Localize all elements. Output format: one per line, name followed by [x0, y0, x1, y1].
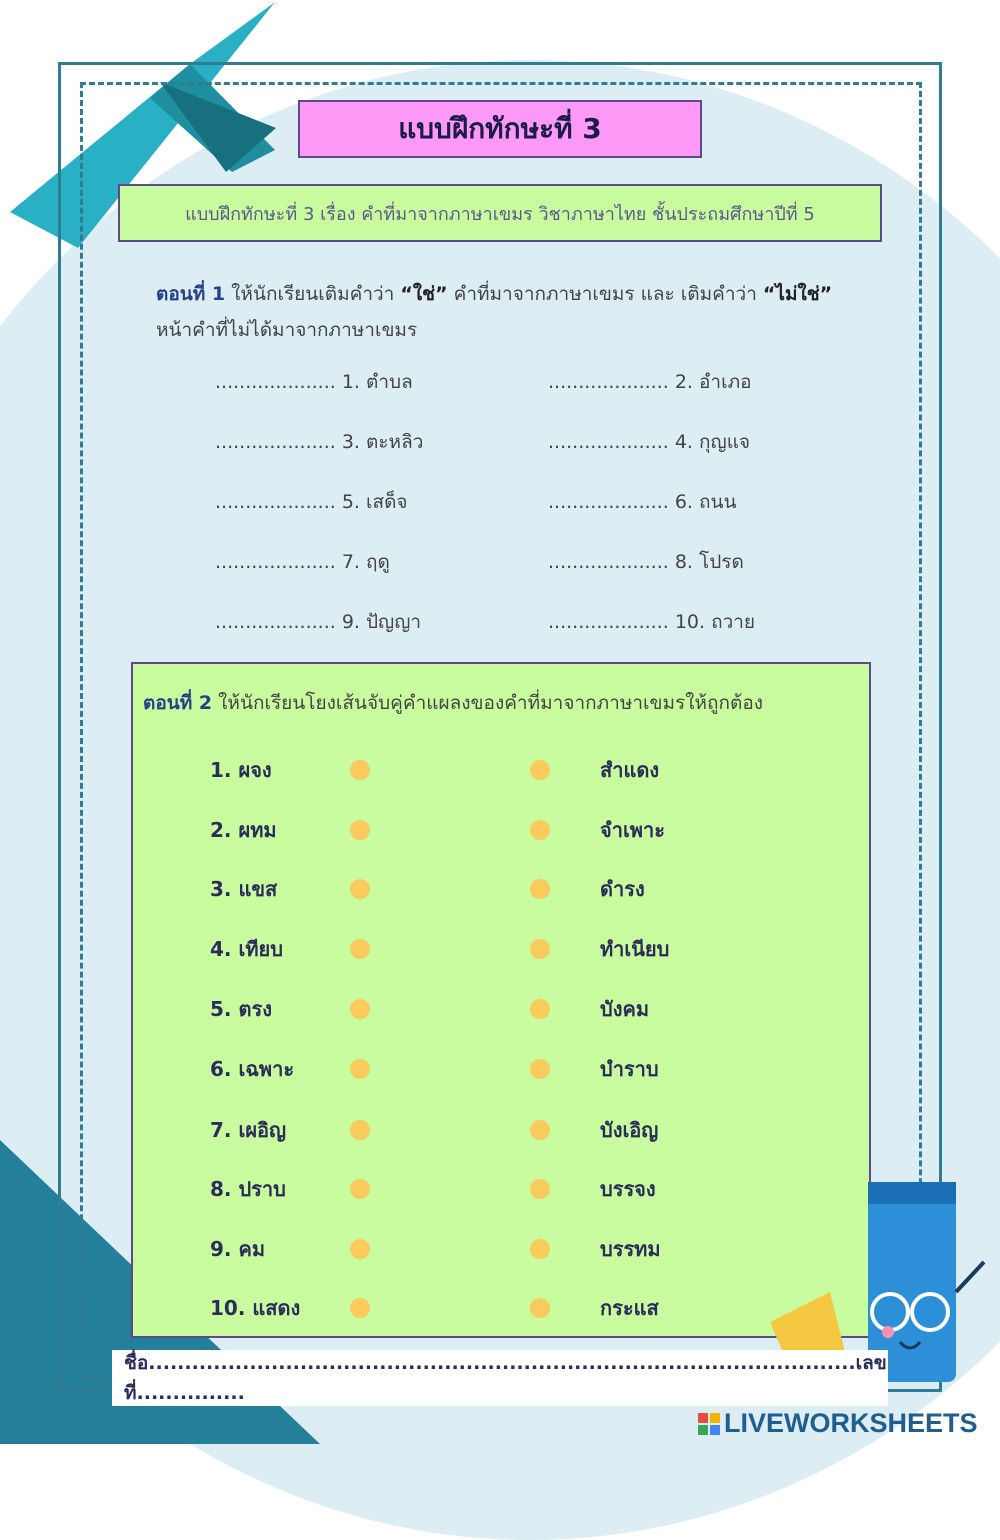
match-right-word: ทำเนียบ [600, 937, 670, 961]
match-left-dot[interactable] [350, 939, 370, 959]
part1-text-a: ให้นักเรียนเติมคำว่า [231, 283, 395, 305]
match-left-dot[interactable] [350, 1239, 370, 1259]
match-left-dot[interactable] [350, 1179, 370, 1199]
match-right-dot[interactable] [530, 1120, 550, 1140]
part1-quote-yes: “ใช่” [400, 283, 448, 305]
match-row [210, 810, 730, 850]
match-row [210, 750, 730, 790]
match-left-dot[interactable] [350, 879, 370, 899]
fill-blank-item[interactable]: .................... 7. ฤดู [215, 551, 390, 573]
fill-blank-item[interactable]: .................... 9. ปัญญา [215, 611, 422, 633]
match-right-dot[interactable] [530, 879, 550, 899]
match-left-dot[interactable] [350, 1298, 370, 1318]
match-left-word: 7. เผอิญ [210, 1118, 287, 1142]
part2-instruction [143, 688, 853, 718]
match-row [210, 1288, 730, 1328]
match-left-word: 3. แขส [210, 877, 278, 901]
match-right-word: บรรจง [600, 1177, 656, 1201]
part1-list [215, 362, 775, 642]
match-right-word: จำเพาะ [600, 818, 665, 842]
fill-blank-item[interactable]: .................... 6. ถนน [548, 491, 737, 513]
fill-blank-item[interactable]: .................... 5. เสด็จ [215, 491, 408, 513]
match-row [210, 1229, 730, 1269]
match-row [210, 989, 730, 1029]
match-right-dot[interactable] [530, 999, 550, 1019]
liveworksheets-logo [698, 1408, 978, 1439]
match-row [210, 1049, 730, 1089]
part1-tag: ตอนที่ 1 [156, 283, 226, 305]
worksheet-title: แบบฝึกทักษะที่ 3 [298, 100, 702, 158]
match-left-word: 5. ตรง [210, 997, 272, 1021]
match-right-dot[interactable] [530, 1059, 550, 1079]
match-row [210, 929, 730, 969]
part1-text-c: หน้าคำที่ไม่ได้มาจากภาษาเขมร [156, 319, 418, 341]
match-left-dot[interactable] [350, 999, 370, 1019]
fill-blank-item[interactable]: .................... 10. ถวาย [548, 611, 756, 633]
match-right-word: บรรทม [600, 1237, 661, 1261]
match-right-word: กระแส [600, 1296, 659, 1320]
match-left-word: 9. คม [210, 1237, 266, 1261]
match-left-word: 6. เฉพาะ [210, 1057, 295, 1081]
match-left-dot[interactable] [350, 1120, 370, 1140]
fill-blank-item[interactable]: .................... 4. กุญแจ [548, 431, 751, 453]
fill-blank-item[interactable]: .................... 8. โปรด [548, 551, 744, 573]
match-right-word: บังเอิญ [600, 1118, 659, 1142]
part1-quote-no: “ไม่ใช่” [762, 283, 833, 305]
match-right-dot[interactable] [530, 760, 550, 780]
name-number-line[interactable]: ชื่อ..................................................................................................เลขที่............... [112, 1350, 888, 1406]
part2-tag: ตอนที่ 2 [143, 692, 213, 714]
match-left-dot[interactable] [350, 760, 370, 780]
match-row [210, 1169, 730, 1209]
match-left-word: 10. แสดง [210, 1296, 301, 1320]
part1-instruction [156, 276, 886, 348]
match-right-word: บังคม [600, 997, 650, 1021]
match-right-dot[interactable] [530, 820, 550, 840]
match-left-word: 2. ผทม [210, 818, 277, 842]
logo-icon [698, 1413, 720, 1435]
match-left-word: 1. ผจง [210, 758, 272, 782]
match-left-word: 8. ปราบ [210, 1177, 286, 1201]
match-right-dot[interactable] [530, 1298, 550, 1318]
match-left-dot[interactable] [350, 1059, 370, 1079]
match-row [210, 869, 730, 909]
match-right-word: สำแดง [600, 758, 660, 782]
match-right-word: ดำรง [600, 877, 645, 901]
match-right-word: บำราบ [600, 1057, 659, 1081]
match-right-dot[interactable] [530, 1239, 550, 1259]
fill-blank-item[interactable]: .................... 3. ตะหลิว [215, 431, 424, 453]
match-left-word: 4. เทียบ [210, 937, 283, 961]
logo-text: LIVEWORKSHEETS [724, 1408, 978, 1438]
match-left-dot[interactable] [350, 820, 370, 840]
worksheet-subtitle: แบบฝึกทักษะที่ 3 เรื่อง คำที่มาจากภาษาเขมร วิชาภาษาไทย ชั้นประถมศึกษาปีที่ 5 [118, 184, 882, 242]
part1-text-b: คำที่มาจากภาษาเขมร และ เติมคำว่า [453, 283, 757, 305]
match-right-dot[interactable] [530, 939, 550, 959]
match-right-dot[interactable] [530, 1179, 550, 1199]
fill-blank-item[interactable]: .................... 2. อำเภอ [548, 371, 752, 393]
part2-text: ให้นักเรียนโยงเส้นจับคู่คำแผลงของคำที่มาจากภาษาเขมรให้ถูกต้อง [218, 692, 764, 714]
match-row [210, 1110, 730, 1150]
fill-blank-item[interactable]: .................... 1. ตำบล [215, 371, 413, 393]
